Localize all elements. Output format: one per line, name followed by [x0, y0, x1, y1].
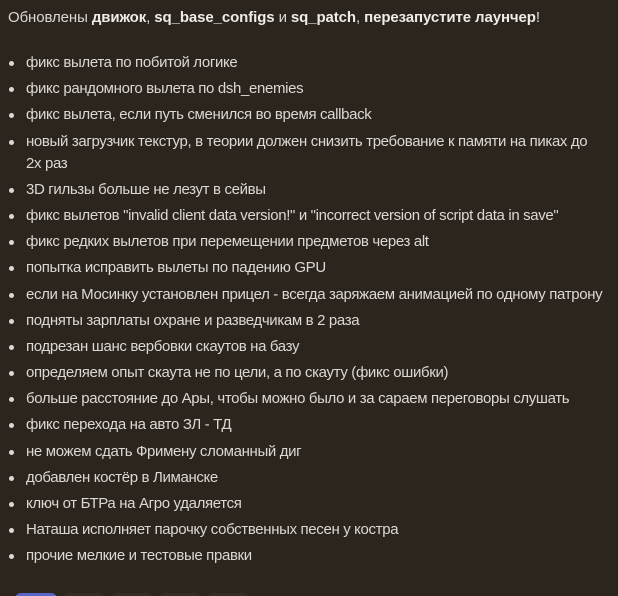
- list-item: [0, 310, 606, 332]
- bullet-icon: [9, 188, 14, 193]
- list-item: [0, 545, 606, 567]
- bullet-icon: [9, 87, 14, 92]
- list-item-text: больше расстояние до Ары, чтобы можно было и за сараем переговоры слушать: [26, 390, 570, 408]
- list-item-text: попытка исправить вылеты по падению GPU: [26, 259, 326, 277]
- list-item-text: ключ от БТРа на Агро удаляется: [26, 495, 242, 512]
- list-item: [0, 336, 606, 358]
- list-item: [0, 131, 606, 175]
- list-item: [0, 362, 606, 384]
- list-item: [0, 414, 606, 436]
- bullet-icon: [9, 293, 14, 298]
- bullet-icon: [9, 61, 14, 66]
- list-item-text: фикс перехода на авто ЗЛ - ТД: [26, 416, 232, 434]
- header-bold-base-configs: sq_base_configs: [154, 9, 275, 26]
- bullet-icon: [9, 140, 14, 145]
- list-item: [0, 493, 606, 515]
- bullet-icon: [9, 502, 14, 507]
- list-item: [0, 467, 606, 489]
- bullet-icon: [9, 423, 14, 428]
- header-bold-restart: перезапустите лаунчер: [364, 9, 536, 26]
- list-item: [0, 78, 606, 100]
- list-item-text: новый загрузчик текстур, в теории должен снизить требование к памяти на пиках до 2x раз: [26, 132, 588, 172]
- bullet-icon: [9, 319, 14, 324]
- list-item: [0, 52, 606, 74]
- header-bold-engine: движок: [91, 9, 147, 26]
- list-item: [0, 519, 606, 541]
- list-item: [0, 231, 606, 253]
- bullet-icon: [9, 214, 14, 219]
- header-suffix: !: [535, 9, 540, 26]
- list-item-text: фикс редких вылетов при перемещении предметов через alt: [26, 233, 429, 251]
- list-item: [0, 257, 606, 279]
- list-item: [0, 179, 606, 201]
- list-item-text: фикс рандомного вылета по dsh_enemies: [26, 80, 304, 98]
- bullet-icon: [9, 450, 14, 455]
- changelog-list: [0, 52, 610, 572]
- bullet-icon: [9, 476, 14, 481]
- header-separator: и: [274, 9, 291, 26]
- header-separator: ,: [146, 9, 155, 26]
- list-item-text: подрезан шанс вербовки скаутов на базу: [26, 337, 300, 355]
- bullet-icon: [9, 397, 14, 402]
- list-item-text: подняты зарплаты охране и разведчикам в 2 раза: [26, 311, 360, 329]
- bullet-icon: [9, 528, 14, 533]
- list-item-text: определяем опыт скаута не по цели, а по скауту (фикс ошибки): [26, 364, 449, 382]
- list-item: [0, 441, 606, 463]
- header-separator: ,: [355, 9, 365, 26]
- bullet-icon: [9, 345, 14, 350]
- list-item-text: Наташа исполняет парочку собственных песен у костра: [26, 521, 399, 539]
- list-item-text: фикс вылета, если путь сменился во время callback: [26, 106, 372, 124]
- list-item-text: фикс вылетов "invalid client data version!" и "incorrect version of script data in save": [26, 206, 559, 224]
- bullet-icon: [9, 266, 14, 271]
- list-item-text: фикс вылета по побитой логике: [26, 54, 238, 71]
- list-item: [0, 104, 606, 126]
- list-item-text: если на Мосинку установлен прицел - всегда заряжаем анимацией по одному патрону: [26, 285, 603, 303]
- list-item-text: 3D гильзы больше не лезут в сейвы: [26, 180, 266, 198]
- list-item-text: прочие мелкие и тестовые правки: [26, 547, 252, 565]
- bullet-icon: [9, 371, 14, 376]
- header-prefix: Обновлены: [8, 9, 92, 26]
- bullet-icon: [9, 240, 14, 245]
- list-item-text: не можем сдать Фримену сломанный диг: [26, 442, 302, 460]
- update-announcement-header: [8, 7, 540, 29]
- list-item: [0, 284, 606, 306]
- list-item: [0, 388, 606, 410]
- list-item: [0, 205, 606, 227]
- bullet-icon: [9, 113, 14, 118]
- header-bold-patch: sq_patch: [290, 9, 356, 26]
- list-item-text: добавлен костёр в Лиманске: [26, 468, 218, 486]
- bullet-icon: [9, 554, 14, 559]
